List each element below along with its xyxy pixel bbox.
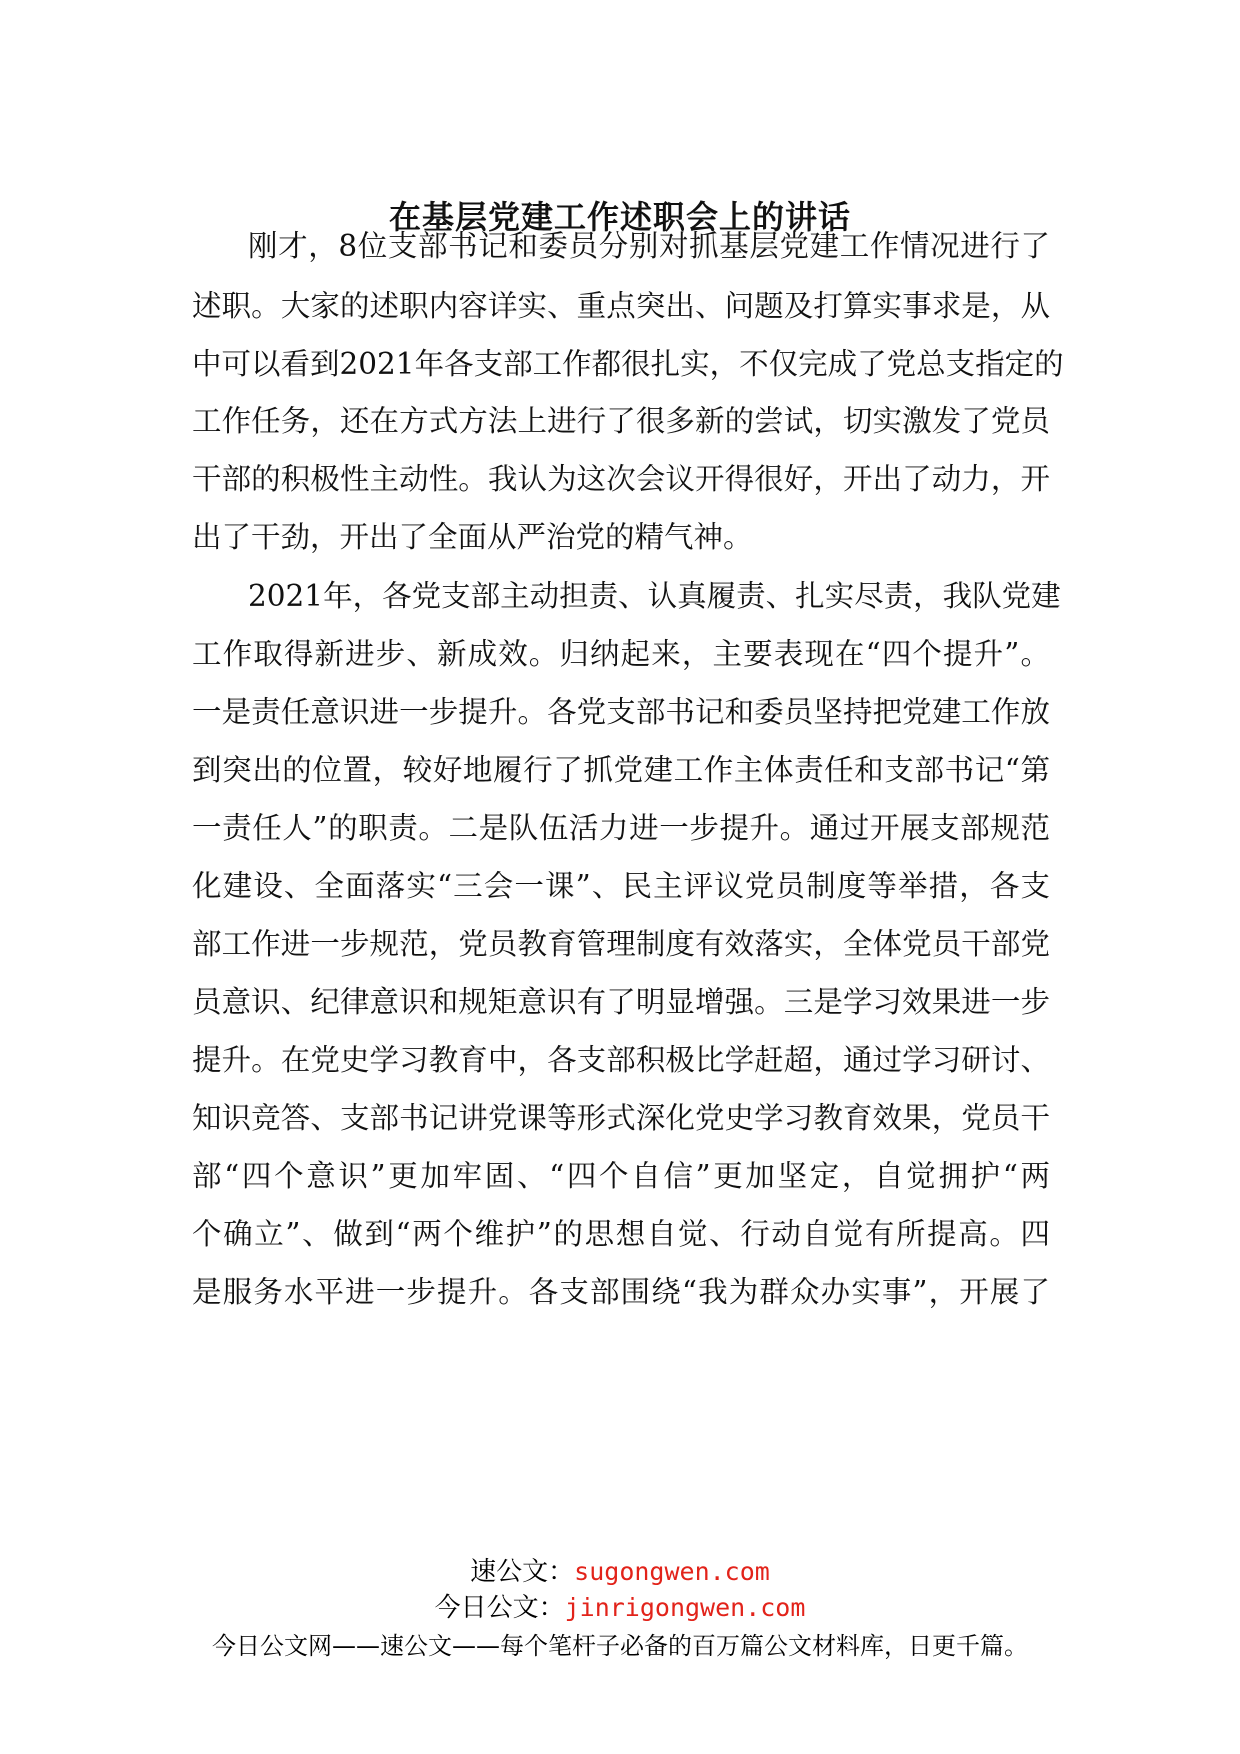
sugongwen-link[interactable]: sugongwen.com <box>574 1557 770 1586</box>
text-line: 提升。在党史学习教育中，各支部积极比学赶超，通过学习研讨、 <box>192 1043 1050 1077</box>
text-line: 工作任务，还在方式方法上进行了很多新的尝试，切实激发了党员 <box>192 404 1050 438</box>
text-line: 知识竞答、支部书记讲党课等形式深化党史学习教育效果，党员干 <box>192 1101 1050 1135</box>
text-line: 是服务水平进一步提升。各支部围绕“我为群众办实事”，开展了 <box>192 1275 1050 1309</box>
text-line: 述职。大家的述职内容详实、重点突出、问题及打算实事求是，从 <box>192 289 1050 323</box>
footer-slogan: 今日公文网——速公文——每个笔杆子必备的百万篇公文材料库，日更千篇。 <box>212 1632 1028 1660</box>
jinrigongwen-link[interactable]: jinrigongwen.com <box>564 1593 806 1622</box>
text-line: 干部的积极性主动性。我认为这次会议开得很好，开出了动力，开 <box>192 462 1050 496</box>
footer-row-sugongwen <box>0 1554 1240 1590</box>
footer-label: 今日公文： <box>434 1593 565 1623</box>
footer-row-jinrigongwen <box>0 1590 1240 1626</box>
text-line: 员意识、纪律意识和规矩意识有了明显增强。三是学习效果进一步 <box>192 985 1050 1019</box>
text-line: 个确立”、做到“两个维护”的思想自觉、行动自觉有所提高。四 <box>192 1217 1050 1251</box>
text-line: 刚才，8位支部书记和委员分别对抓基层党建工作情况进行了 <box>248 229 1050 263</box>
text-line: 工作取得新进步、新成效。归纳起来，主要表现在“四个提升”。 <box>192 637 1050 671</box>
text-line: 出了干劲，开出了全面从严治党的精气神。 <box>192 520 753 554</box>
text-line: 到突出的位置，较好地履行了抓党建工作主体责任和支部书记“第 <box>192 753 1050 787</box>
text-line: 2021年，各党支部主动担责、认真履责、扎实尽责，我队党建 <box>248 579 1061 613</box>
text-line: 一责任人”的职责。二是队伍活力进一步提升。通过开展支部规范 <box>192 811 1050 845</box>
footer-label: 速公文： <box>470 1557 575 1587</box>
text-line: 一是责任意识进一步提升。各党支部书记和委员坚持把党建工作放 <box>192 695 1050 729</box>
page-title: 在基层党建工作述职会上的讲话 <box>388 198 851 236</box>
footer <box>0 1554 1240 1661</box>
text-line: 化建设、全面落实“三会一课”、民主评议党员制度等举措，各支 <box>192 869 1050 903</box>
text-line: 中可以看到2021年各支部工作都很扎实，不仅完成了党总支指定的 <box>192 347 1064 381</box>
text-line: 部“四个意识”更加牢固、“四个自信”更加坚定，自觉拥护“两 <box>192 1159 1050 1193</box>
text-line: 部工作进一步规范，党员教育管理制度有效落实，全体党员干部党 <box>192 927 1050 961</box>
